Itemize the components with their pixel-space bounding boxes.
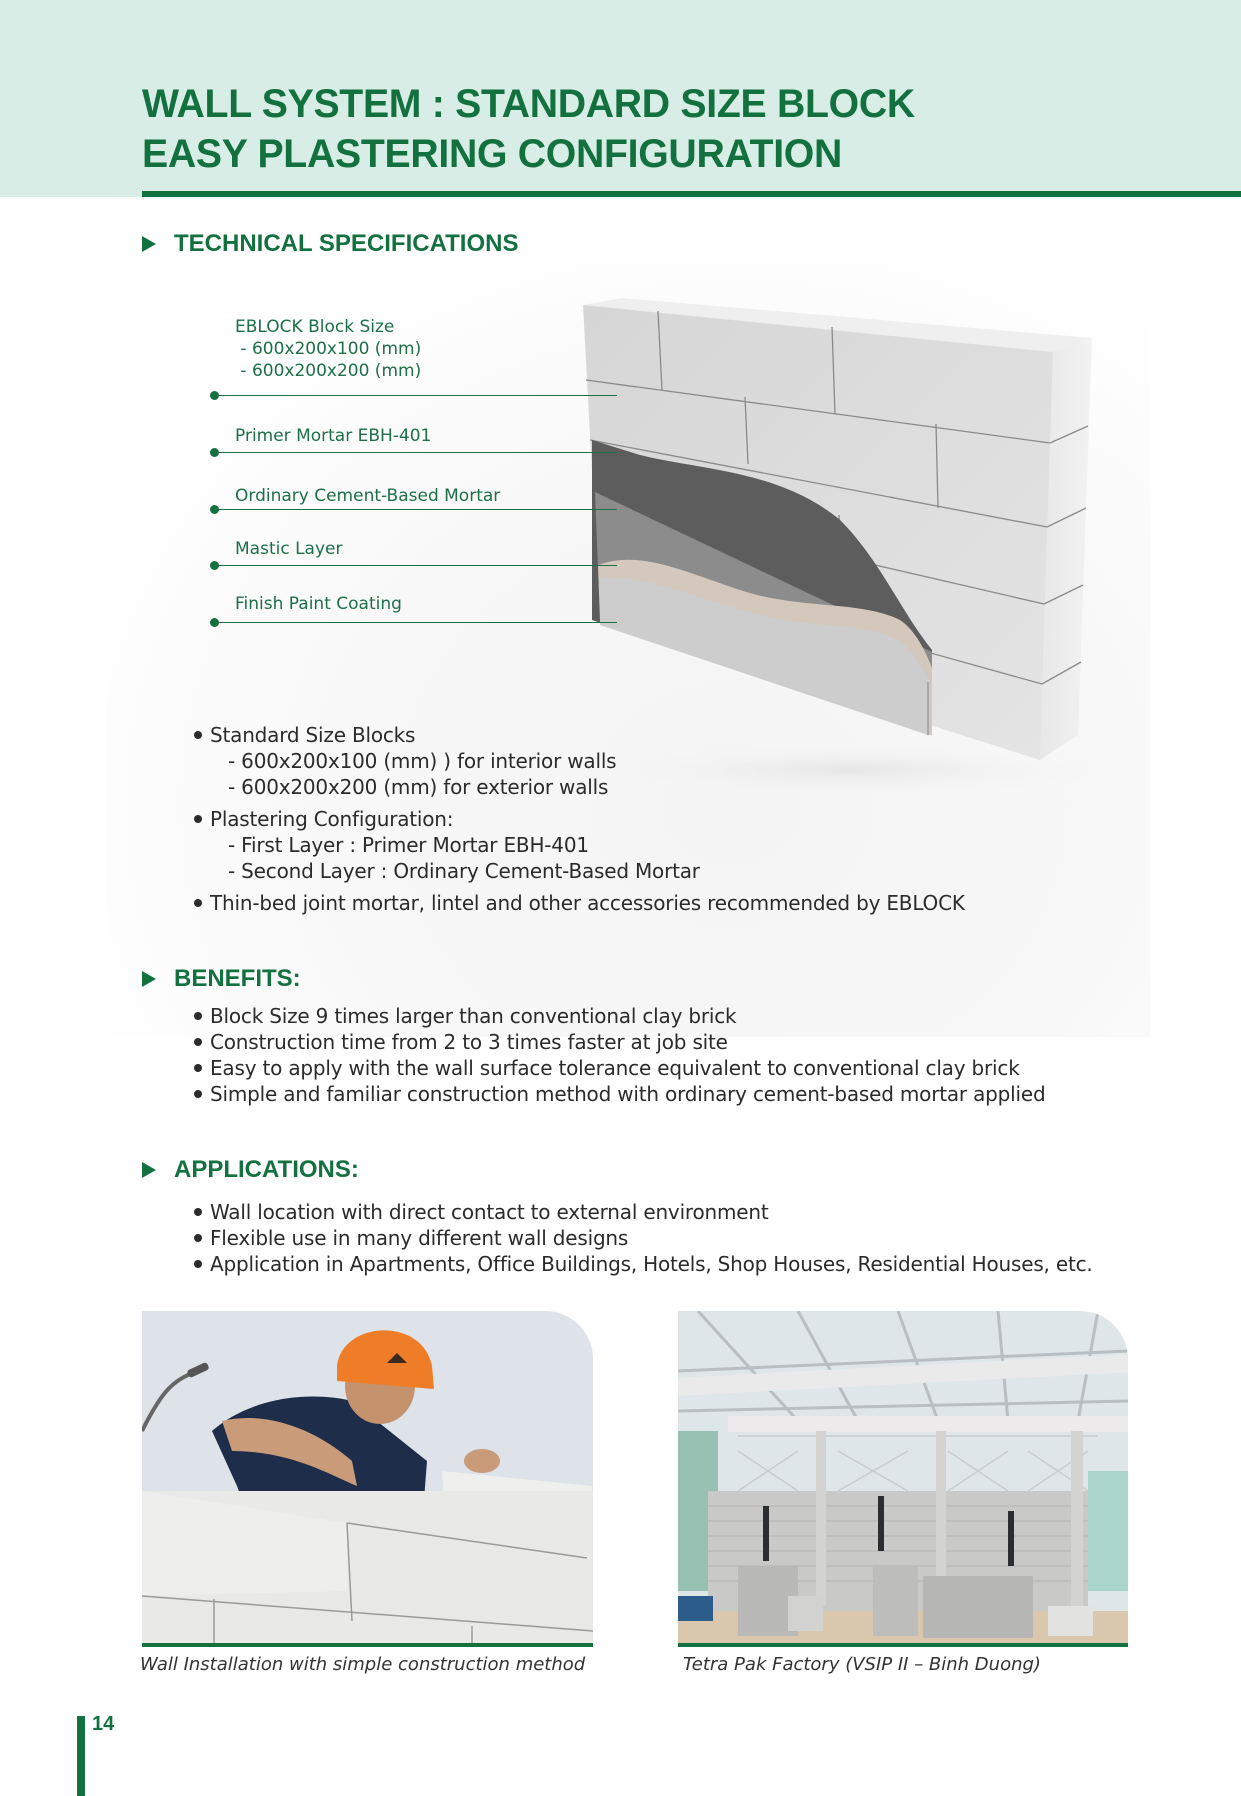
list-item-text: Application in Apartments, Office Buildings, Hotels, Shop Houses, Residential Houses, etc. xyxy=(210,1252,1093,1276)
applications-list xyxy=(194,1199,1093,1277)
callout-leader-line xyxy=(214,565,617,567)
header-rule xyxy=(142,191,1241,197)
section-heading-text: BENEFITS: xyxy=(174,965,301,992)
list-item xyxy=(194,1029,1045,1055)
photo-wall-installation xyxy=(142,1311,593,1647)
list-item-text: Easy to apply with the wall surface tolerance equivalent to conventional clay brick xyxy=(210,1056,1020,1080)
list-item xyxy=(194,1199,1093,1225)
factory-photo-illustration xyxy=(678,1311,1128,1643)
spec-bullet-list xyxy=(194,722,965,916)
photo-tetra-pak-factory xyxy=(678,1311,1128,1647)
callout-sub: - 600x200x200 (mm) xyxy=(235,361,422,381)
bullet-dot-icon xyxy=(194,1234,202,1242)
list-item-text: Plastering Configuration: xyxy=(210,807,454,831)
list-item-text: Thin-bed joint mortar, lintel and other accessories recommended by EBLOCK xyxy=(210,891,965,915)
list-item-text: Block Size 9 times larger than conventional clay brick xyxy=(210,1004,737,1028)
callout-primer-mortar: Primer Mortar EBH-401 xyxy=(235,426,432,446)
list-item xyxy=(194,1081,1045,1107)
photo-caption-1: Wall Installation with simple construction method xyxy=(140,1654,586,1675)
bullet-dot-icon xyxy=(194,1012,202,1020)
callout-finish-paint: Finish Paint Coating xyxy=(235,594,402,614)
worker-photo-illustration xyxy=(142,1311,593,1643)
page-number: 14 xyxy=(92,1713,115,1735)
list-item-text: Flexible use in many different wall designs xyxy=(210,1226,629,1250)
list-item xyxy=(194,1003,1045,1029)
bullet-dot-icon xyxy=(194,1090,202,1098)
section-heading-text: TECHNICAL SPECIFICATIONS xyxy=(174,230,519,257)
bullet-dot-icon xyxy=(194,1208,202,1216)
callout-label: EBLOCK Block Size xyxy=(235,317,395,337)
triangle-bullet-icon xyxy=(142,971,156,987)
section-heading-text: APPLICATIONS: xyxy=(174,1156,359,1183)
section-heading-technical-specifications xyxy=(142,229,518,259)
list-item xyxy=(194,806,965,832)
list-item-text: Wall location with direct contact to external environment xyxy=(210,1200,769,1224)
photo-caption-2: Tetra Pak Factory (VSIP II – Binh Duong) xyxy=(683,1654,1041,1675)
list-subitem: - 600x200x100 (mm) ) for interior walls xyxy=(228,749,617,773)
section-heading-benefits xyxy=(142,964,301,994)
list-item xyxy=(194,722,965,748)
list-subitem: - Second Layer : Ordinary Cement-Based Mortar xyxy=(228,859,700,883)
bullet-dot-icon xyxy=(194,899,202,907)
section-heading-applications xyxy=(142,1155,359,1185)
list-item xyxy=(194,1251,1093,1277)
callout-cement-mortar: Ordinary Cement-Based Mortar xyxy=(235,486,501,506)
page-marker-bar xyxy=(77,1716,85,1796)
list-item-text: Standard Size Blocks xyxy=(210,723,416,747)
triangle-bullet-icon xyxy=(142,236,156,252)
page-title-line1: WALL SYSTEM : STANDARD SIZE BLOCK xyxy=(142,82,915,126)
bullet-dot-icon xyxy=(194,1064,202,1072)
callout-block-size xyxy=(235,316,421,382)
callout-leader-line xyxy=(214,395,617,397)
callout-mastic-layer: Mastic Layer xyxy=(235,539,343,559)
list-item xyxy=(194,1055,1045,1081)
bullet-dot-icon xyxy=(194,1260,202,1268)
list-item xyxy=(194,1225,1093,1251)
callout-sub: - 600x200x100 (mm) xyxy=(235,339,422,359)
list-item-text: Construction time from 2 to 3 times faster at job site xyxy=(210,1030,728,1054)
callout-leader-line xyxy=(214,452,617,454)
bullet-dot-icon xyxy=(194,1038,202,1046)
list-subitem: - First Layer : Primer Mortar EBH-401 xyxy=(228,833,589,857)
page-title-line2: EASY PLASTERING CONFIGURATION xyxy=(142,132,843,176)
callout-leader-line xyxy=(214,509,617,511)
list-item-text: Simple and familiar construction method with ordinary cement-based mortar applied xyxy=(210,1082,1046,1106)
bullet-dot-icon xyxy=(194,731,202,739)
benefits-list xyxy=(194,1003,1045,1107)
list-subitem: - 600x200x200 (mm) for exterior walls xyxy=(228,775,609,799)
triangle-bullet-icon xyxy=(142,1162,156,1178)
list-item xyxy=(194,890,965,916)
wall-layers-illustration xyxy=(560,290,1120,790)
bullet-dot-icon xyxy=(194,815,202,823)
callout-leader-line xyxy=(214,622,617,624)
